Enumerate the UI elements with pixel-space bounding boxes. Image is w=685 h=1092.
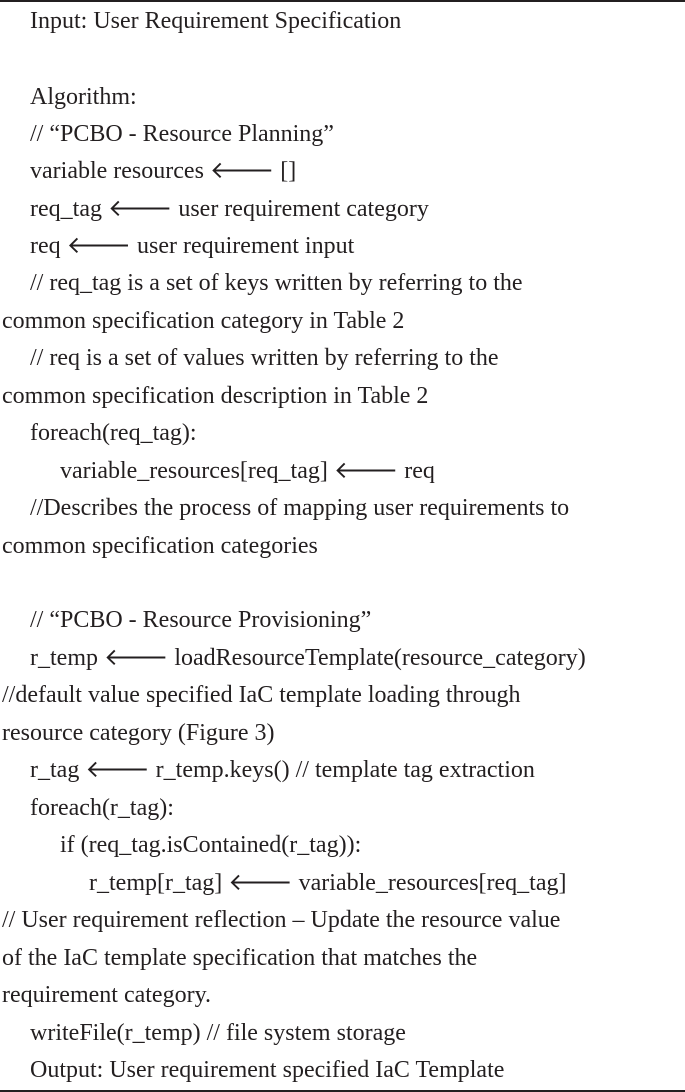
comment-continuation: common specification description in Table 2 bbox=[2, 383, 429, 409]
comment-line: // req is a set of values written by referring to the bbox=[30, 345, 499, 371]
comment-continuation: common specification categories bbox=[2, 533, 318, 559]
code-line: r_tag 🡐 r_temp.keys() // template tag extraction bbox=[30, 757, 535, 783]
code-line: req_tag 🡐 user requirement category bbox=[30, 196, 429, 222]
comment-continuation: requirement category. bbox=[2, 982, 212, 1008]
comment-line: //default value specified IaC template loading through bbox=[2, 682, 521, 708]
code-line: variable_resources[req_tag] 🡐 req bbox=[60, 458, 435, 484]
comment-line: //Describes the process of mapping user requirements to bbox=[30, 495, 570, 521]
code-line: if (req_tag.isContained(r_tag)): bbox=[60, 832, 362, 858]
provisioning-comment: // “PCBO - Resource Provisioning” bbox=[30, 607, 372, 633]
code-line: req 🡐 user requirement input bbox=[30, 233, 355, 259]
code-line: r_temp[r_tag] 🡐 variable_resources[req_tag] bbox=[89, 870, 567, 896]
comment-continuation: of the IaC template specification that matches the bbox=[2, 945, 478, 971]
code-line: writeFile(r_temp) // file system storage bbox=[30, 1020, 406, 1046]
code-line: variable resources 🡐 [] bbox=[30, 158, 297, 184]
comment-line: // User requirement reflection – Update the resource value bbox=[2, 907, 561, 933]
algorithm-heading: Algorithm: bbox=[30, 84, 137, 110]
comment-continuation: resource category (Figure 3) bbox=[2, 720, 275, 746]
planning-comment: // “PCBO - Resource Planning” bbox=[30, 121, 334, 147]
output-line: Output: User requirement specified IaC Template bbox=[30, 1057, 505, 1083]
comment-continuation: common specification category in Table 2 bbox=[2, 308, 405, 334]
code-line: foreach(req_tag): bbox=[30, 420, 197, 446]
code-line: r_temp 🡐 loadResourceTemplate(resource_category) bbox=[30, 645, 586, 671]
input-line: Input: User Requirement Specification bbox=[30, 8, 402, 34]
code-line: foreach(r_tag): bbox=[30, 795, 174, 821]
comment-line: // req_tag is a set of keys written by referring to the bbox=[30, 270, 523, 296]
